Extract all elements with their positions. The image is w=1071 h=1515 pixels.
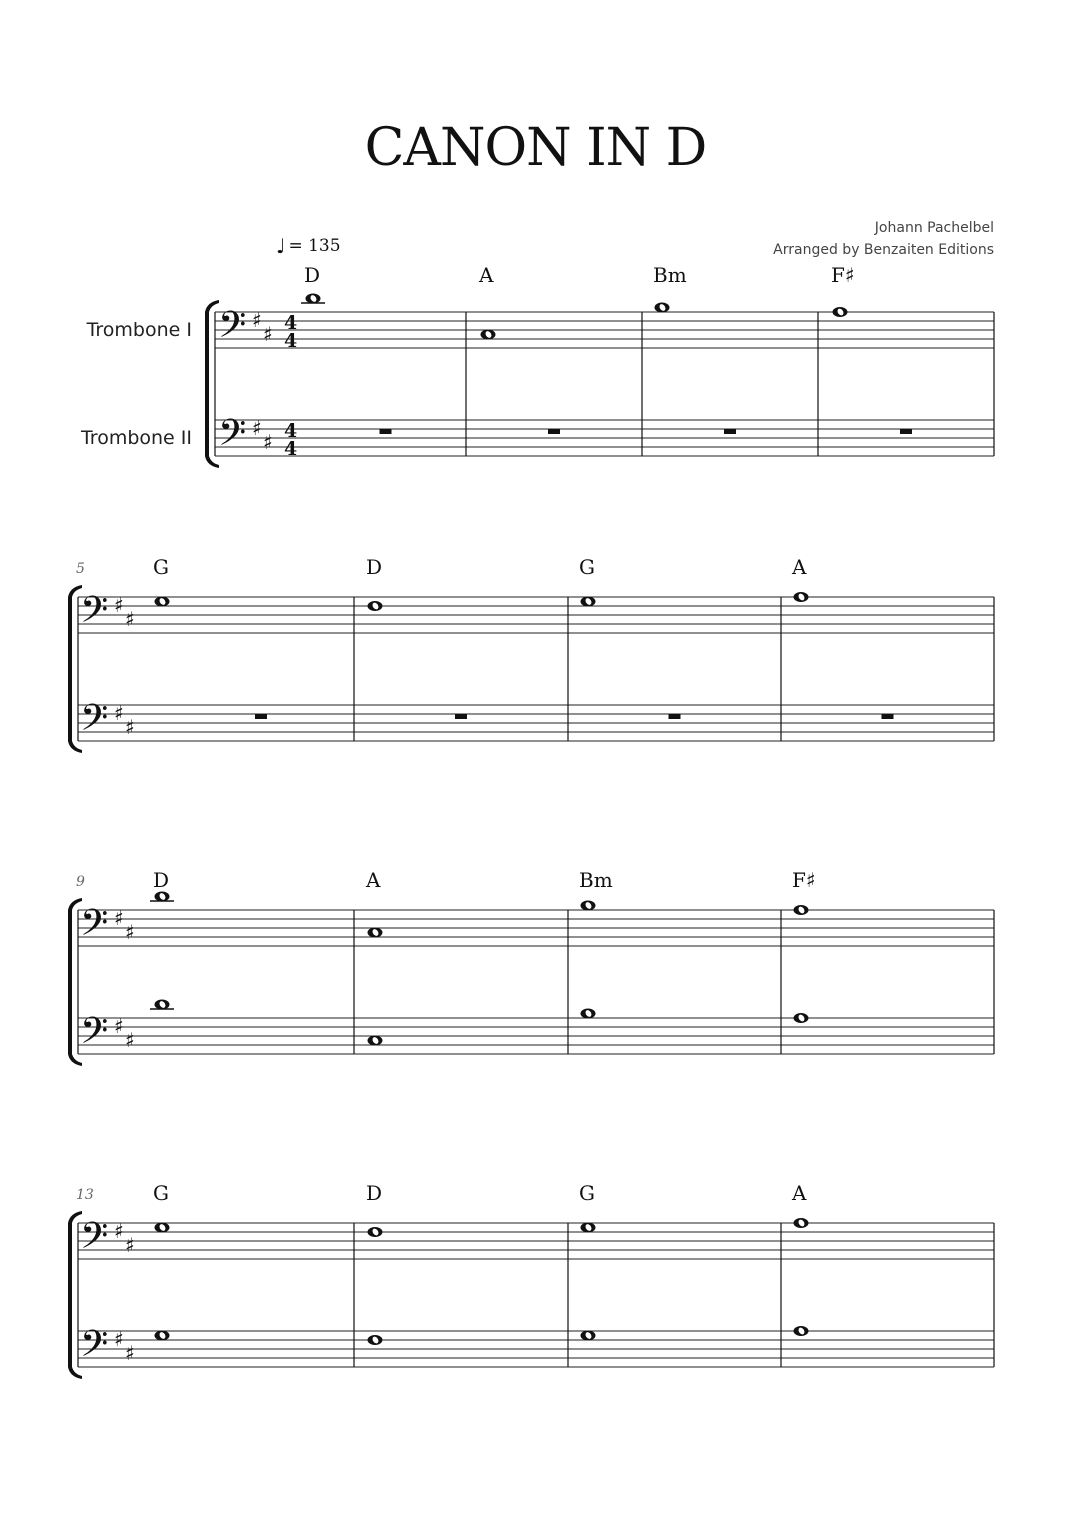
chord-symbol: A	[366, 868, 381, 892]
staff	[78, 705, 994, 741]
key-signature-sharp: ♯	[125, 1341, 135, 1365]
system-bracket	[68, 597, 72, 741]
whole-note	[481, 330, 496, 340]
chord-symbol: F♯	[792, 868, 816, 892]
whole-note	[655, 303, 670, 313]
bracket-top-hook	[205, 300, 219, 312]
instrument-label-trombone-2: Trombone II	[80, 427, 192, 449]
whole-note	[150, 1000, 174, 1010]
key-signature-sharp: ♯	[114, 1014, 124, 1038]
bass-clef-icon: 𝄢	[80, 1010, 109, 1061]
key-signature-sharp: ♯	[252, 416, 262, 440]
chord-symbol: Bm	[653, 263, 687, 287]
composer-credit: Johann Pachelbel	[874, 220, 994, 236]
whole-note	[581, 597, 596, 607]
bass-clef-icon: 𝄢	[218, 304, 247, 355]
staff	[78, 597, 994, 633]
time-signature-bottom: 4	[284, 438, 298, 460]
whole-note	[150, 892, 174, 902]
whole-rest	[669, 714, 681, 719]
whole-note	[794, 1326, 809, 1336]
whole-note	[794, 905, 809, 915]
instrument-label-trombone-1: Trombone I	[86, 319, 192, 341]
whole-note	[794, 1218, 809, 1228]
key-signature-sharp: ♯	[125, 1233, 135, 1257]
key-signature-sharp: ♯	[125, 607, 135, 631]
staff-system	[68, 868, 994, 1066]
tempo-value: = 135	[288, 236, 341, 256]
chord-symbol: D	[366, 555, 383, 579]
key-signature-sharp: ♯	[114, 593, 124, 617]
whole-note	[368, 1335, 383, 1345]
whole-rest	[724, 429, 736, 434]
whole-rest	[548, 429, 560, 434]
time-signature-bottom: 4	[284, 330, 298, 352]
staff	[78, 1331, 994, 1367]
bass-clef-icon: 𝄢	[80, 1215, 109, 1266]
staff-system	[68, 1181, 994, 1379]
staff	[78, 910, 994, 946]
key-signature-sharp: ♯	[114, 701, 124, 725]
key-signature-sharp: ♯	[125, 715, 135, 739]
staff-system	[68, 555, 994, 753]
key-signature-sharp: ♯	[252, 308, 262, 332]
measure-number: 9	[76, 874, 85, 890]
key-signature-sharp: ♯	[114, 1219, 124, 1243]
whole-note	[368, 928, 383, 938]
whole-rest	[255, 714, 267, 719]
staff	[78, 1018, 994, 1054]
chord-symbol: G	[153, 555, 169, 579]
chord-symbol: G	[579, 1181, 595, 1205]
measure-number: 13	[76, 1187, 94, 1203]
system-bracket	[205, 312, 209, 456]
measure-number: 5	[76, 561, 85, 577]
time-signature-top: 4	[284, 312, 298, 334]
whole-note	[581, 1223, 596, 1233]
quarter-note-icon: ♩	[276, 234, 286, 258]
bass-clef-icon: 𝄢	[80, 902, 109, 953]
whole-note	[301, 294, 325, 304]
whole-note	[581, 1009, 596, 1019]
chord-symbol: G	[579, 555, 595, 579]
chord-symbol: D	[153, 868, 170, 892]
staff-system	[205, 263, 994, 468]
whole-note	[368, 601, 383, 611]
key-signature-sharp: ♯	[125, 1028, 135, 1052]
system-bracket	[68, 1223, 72, 1367]
score-title: CANON IN D	[364, 118, 707, 178]
whole-rest	[900, 429, 912, 434]
bass-clef-icon: 𝄢	[80, 1323, 109, 1374]
staff	[78, 1223, 994, 1259]
staff	[215, 312, 994, 348]
whole-note	[155, 1223, 170, 1233]
arranger-credit: Arranged by Benzaiten Editions	[773, 242, 994, 258]
whole-note	[794, 1013, 809, 1023]
whole-note	[155, 597, 170, 607]
chord-symbol: A	[479, 263, 494, 287]
whole-note	[833, 307, 848, 317]
whole-rest	[380, 429, 392, 434]
staff	[215, 420, 994, 456]
whole-rest	[455, 714, 467, 719]
chord-symbol: G	[153, 1181, 169, 1205]
bass-clef-icon: 𝄢	[218, 412, 247, 463]
time-signature-top: 4	[284, 420, 298, 442]
system-bracket	[68, 910, 72, 1054]
key-signature-sharp: ♯	[263, 430, 273, 454]
chord-symbol: D	[304, 263, 321, 287]
whole-note	[581, 901, 596, 911]
whole-note	[368, 1036, 383, 1046]
bracket-bottom-hook	[205, 456, 219, 468]
bass-clef-icon: 𝄢	[80, 589, 109, 640]
key-signature-sharp: ♯	[263, 322, 273, 346]
whole-note	[155, 1331, 170, 1341]
bass-clef-icon: 𝄢	[80, 697, 109, 748]
whole-note	[794, 592, 809, 602]
chord-symbol: A	[792, 1181, 807, 1205]
chord-symbol: A	[792, 555, 807, 579]
key-signature-sharp: ♯	[114, 1327, 124, 1351]
chord-symbol: Bm	[579, 868, 613, 892]
whole-note	[581, 1331, 596, 1341]
whole-note	[368, 1227, 383, 1237]
key-signature-sharp: ♯	[125, 920, 135, 944]
key-signature-sharp: ♯	[114, 906, 124, 930]
chord-symbol: D	[366, 1181, 383, 1205]
whole-rest	[882, 714, 894, 719]
chord-symbol: F♯	[831, 263, 855, 287]
